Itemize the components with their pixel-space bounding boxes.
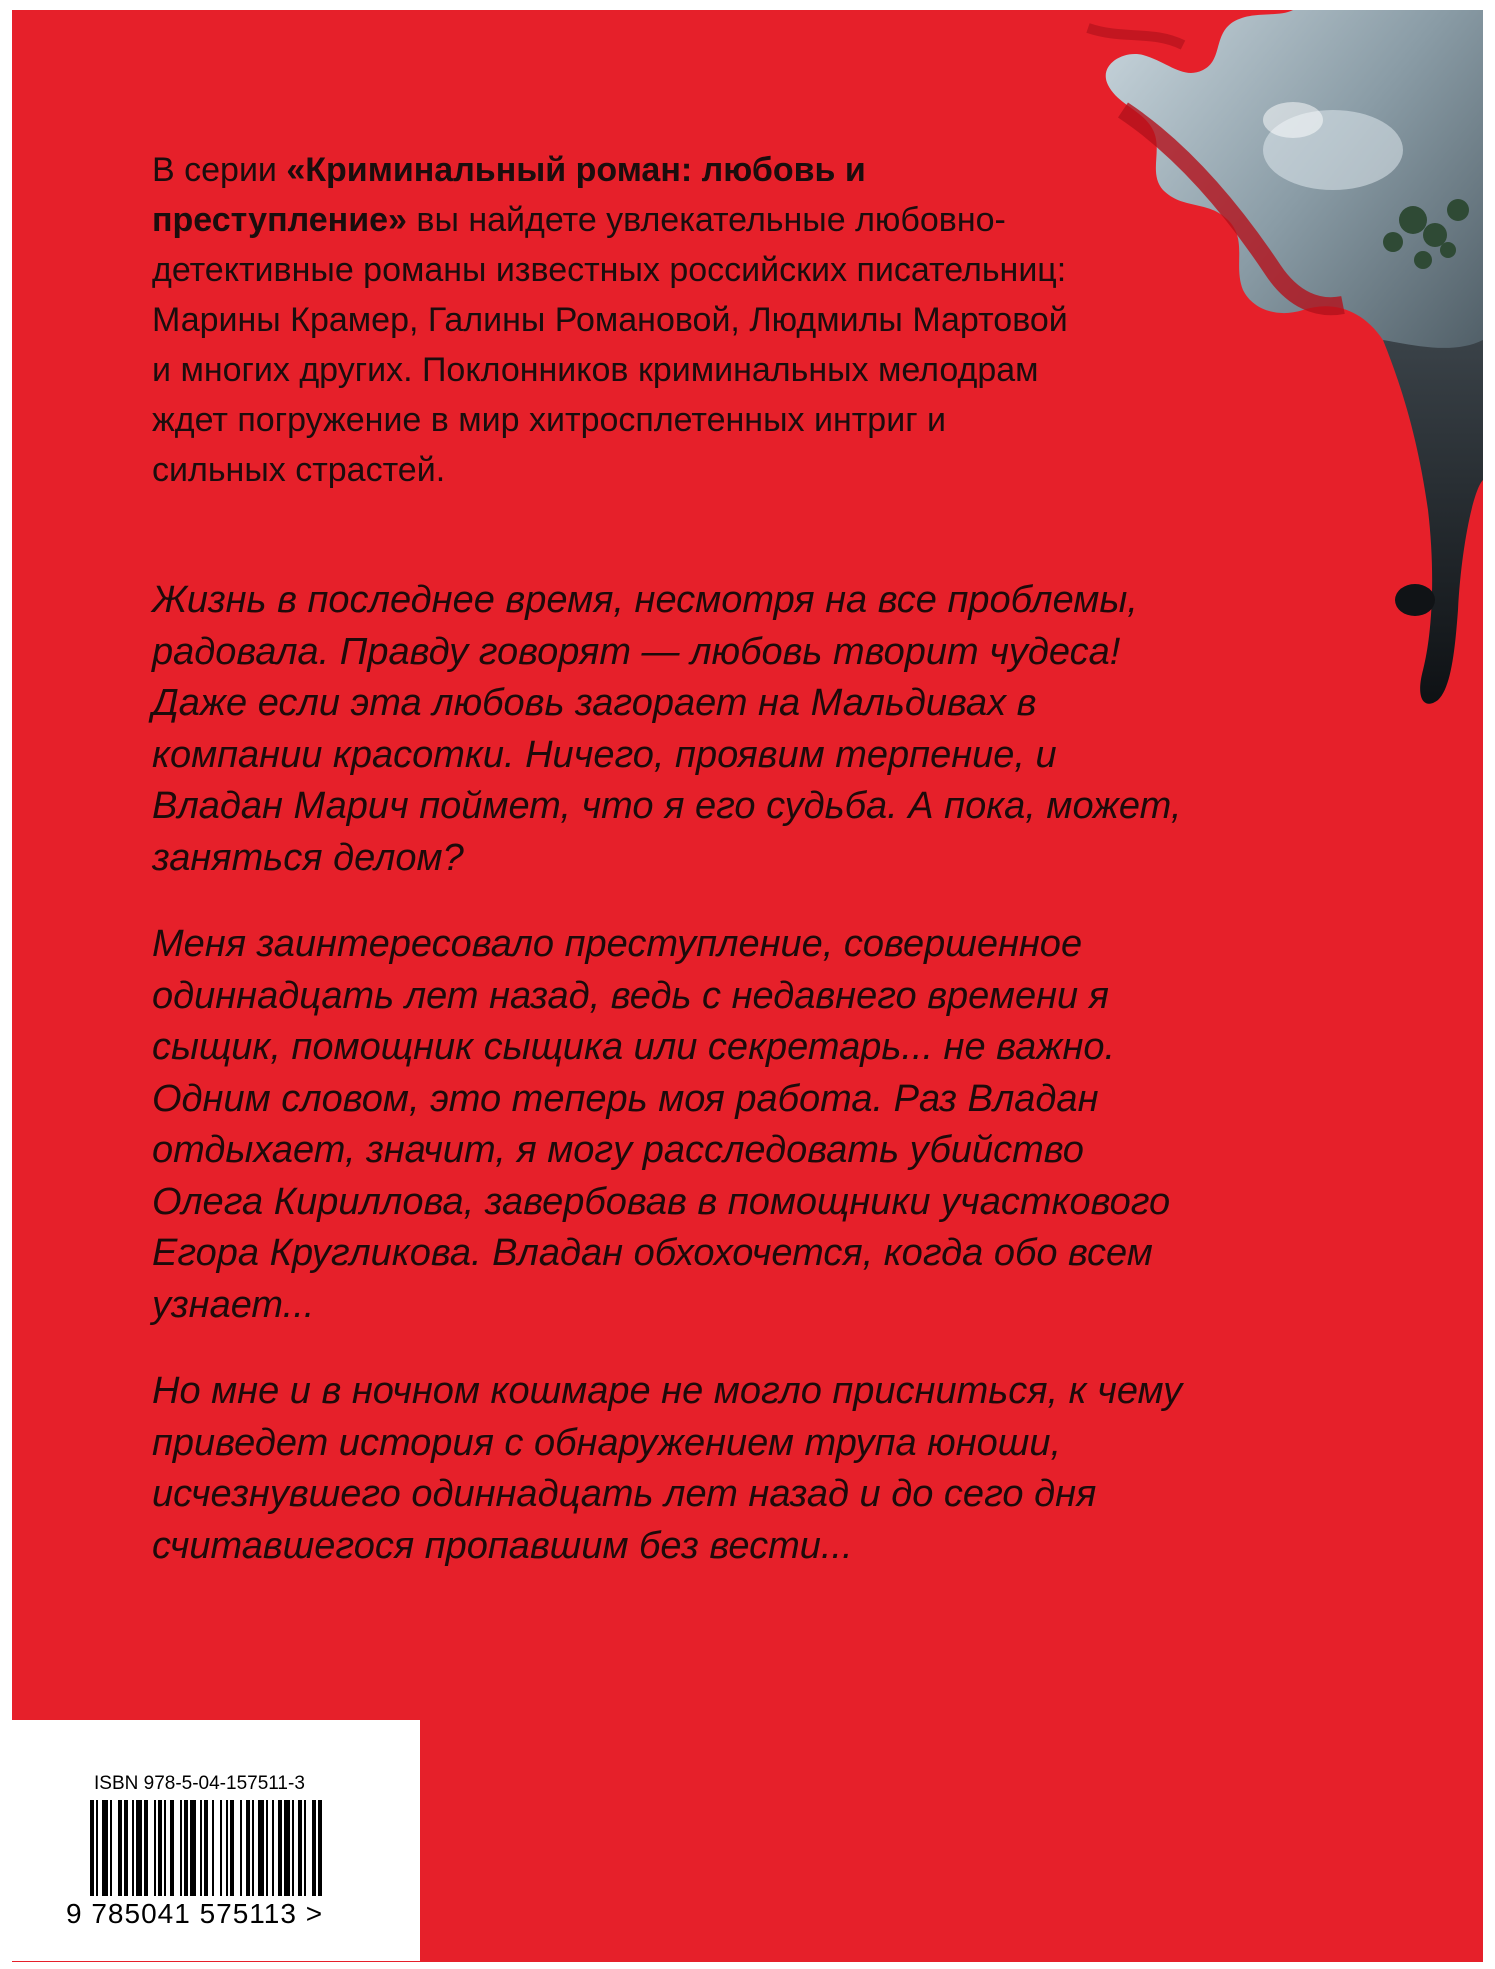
back-cover — [12, 10, 1483, 1962]
book-excerpt — [152, 575, 1192, 1607]
series-text: вы найдете увлекательные любовно-детективные романы известных российских писательниц: Марины Крамер, Галины Романовой, Людмилы Мартовой и многих других. Поклонников криминальных мелодрам ждет погружение в мир хитросплетенных интриг и сильных страстей. — [152, 201, 1068, 489]
series-title: «Криминальный роман: любовь и преступление» — [152, 151, 866, 239]
excerpt-paragraph-2: Меня заинтересовало преступление, совершенное одиннадцать лет назад, ведь с недавнего времени я сыщик, помощник сыщика или секретарь... не важно. Одним словом, это теперь моя работа. Раз Владан отдыхает, значит, я могу расследовать убийство Олега Кириллова, завербовав в помощники участкового Егора Кругликова. Владан обхохочется, когда обо всем узнает... — [152, 923, 1171, 1326]
barcode-image — [90, 1800, 390, 1896]
series-description — [152, 145, 1072, 495]
series-prefix: В серии — [152, 151, 287, 189]
excerpt-paragraph-1: Жизнь в последнее время, несмотря на все проблемы, радовала. Правду говорят — любовь творит чудеса! Даже если эта любовь загорает на Мальдивах в компании красотки. Ничего, проявим терпение, и Владан Марич поймет, что я его судьба. А пока, может, заняться делом? — [152, 579, 1182, 879]
isbn-label: ISBN 978-5-04-157511-3 — [94, 1773, 305, 1794]
excerpt-paragraph-3: Но мне и в ночном кошмаре не могло присниться, к чему приведет история с обнаружением трупа юноши, исчезнувшего одиннадцать лет назад и до сего дня считавшегося пропавшим без вести... — [152, 1370, 1183, 1567]
barcode-digits: 9 785041 575113 > — [66, 1898, 324, 1929]
